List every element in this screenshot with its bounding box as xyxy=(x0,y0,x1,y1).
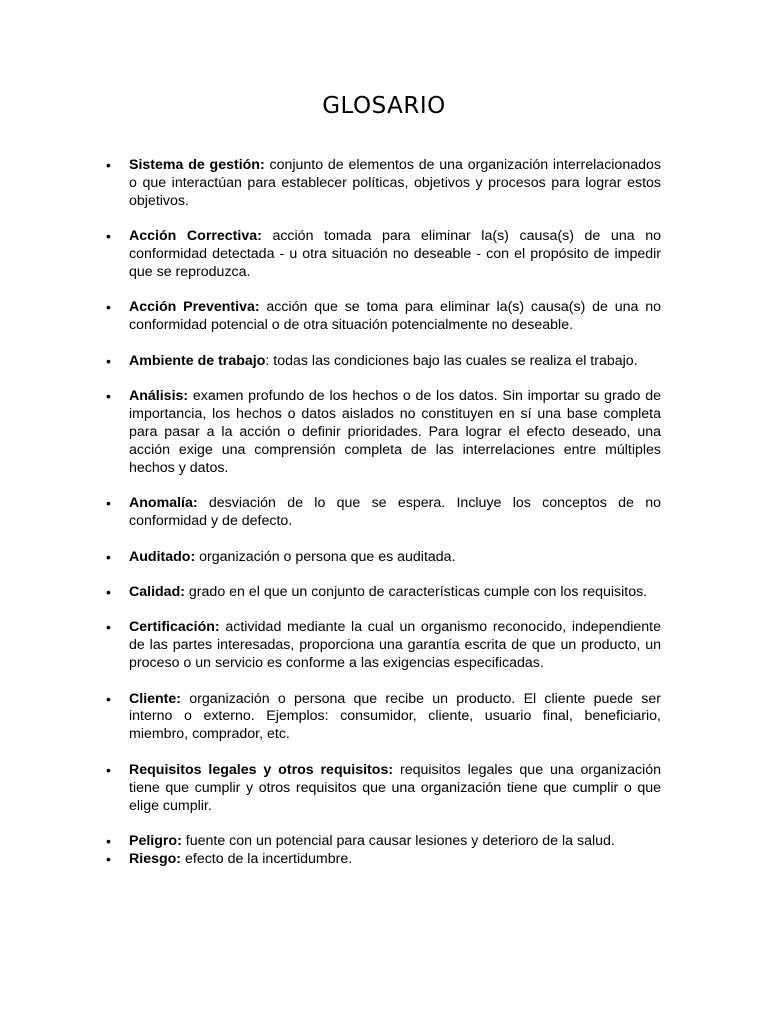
glossary-entry-requisitos-legales xyxy=(106,761,661,816)
bullet-icon: • xyxy=(106,619,111,636)
glossary-term: Peligro: xyxy=(129,832,182,849)
glossary-definition: : todas las condiciones bajo las cuales se realiza el trabajo. xyxy=(265,352,638,369)
bullet-icon: • xyxy=(106,495,111,512)
bullet-icon: • xyxy=(106,299,111,316)
glossary-definition: actividad mediante la cual un organismo reconocido, independiente de las partes interesadas, proporciona una garantía escrita de que un producto, un proceso o un servicio es conforme a las exigencias especificadas. xyxy=(129,619,661,672)
glossary-entry-anomalia xyxy=(106,495,661,531)
glossary-entry-auditado xyxy=(106,548,661,567)
glossary-entry-calidad xyxy=(106,583,661,602)
glossary-term: Requisitos legales y otros requisitos: xyxy=(129,761,394,778)
bullet-icon: • xyxy=(106,690,111,707)
glossary-term: Análisis: xyxy=(129,388,189,405)
glossary-entry-peligro xyxy=(106,832,661,851)
glossary-definition: fuente con un potencial para causar lesiones y deterioro de la salud. xyxy=(185,832,615,849)
glossary-term: Certificación: xyxy=(129,619,220,636)
bullet-icon: • xyxy=(106,761,111,778)
glossary-term: Acción Preventiva: xyxy=(129,299,260,316)
glossary-definition: efecto de la incertidumbre. xyxy=(184,850,353,867)
glossary-definition: examen profundo de los hechos o de los datos. Sin importar su grado de importancia, los hechos o datos aislados no constituyen en sí una base completa para pasar a la acción o definir prioridades. Para lograr el efecto deseado, una acción exige una comprensión completa de las interrelaciones entre múltiples hechos y datos. xyxy=(129,388,661,476)
glossary-term: Sistema de gestión: xyxy=(129,157,265,173)
glossary-term: Riesgo: xyxy=(129,850,182,867)
glossary-entry-accion-correctiva xyxy=(106,228,661,282)
glossary-entry-certificacion xyxy=(106,619,661,673)
glossary-definition: conjunto de elementos de una organización interrelacionados o que interactúan para establecer políticas, objetivos y procesos para lograr estos objetivos. xyxy=(129,157,661,209)
glossary-definition: organización o persona que es auditada. xyxy=(199,548,456,565)
glossary-definition: acción que se toma para eliminar la(s) causa(s) de una no conformidad potencial o de otra situación potencialmente no deseable. xyxy=(129,299,661,334)
bullet-icon: • xyxy=(106,583,111,600)
bullet-icon: • xyxy=(106,157,111,173)
glossary-entry-sistema-de-gestion xyxy=(106,157,661,211)
glossary-term: Auditado: xyxy=(129,548,196,565)
glossary-definition: acción tomada para eliminar la(s) causa(s) de una no conformidad detectada - u otra situación no deseable - con el propósito de impedir que se reproduzca. xyxy=(129,228,661,281)
glossary-term: Acción Correctiva: xyxy=(129,228,262,245)
glossary-term: Calidad: xyxy=(129,583,185,600)
glossary-entry-ambiente-de-trabajo xyxy=(106,352,661,371)
bullet-icon: • xyxy=(106,352,111,369)
page-title: GLOSARIO xyxy=(322,93,446,119)
glossary-term: Cliente: xyxy=(129,690,182,707)
bullet-icon: • xyxy=(106,832,111,849)
glossary-term: Anomalía: xyxy=(129,495,198,512)
bullet-icon: • xyxy=(106,228,111,245)
glossary-entry-riesgo xyxy=(106,850,661,869)
glossary-list xyxy=(106,157,661,869)
glossary-definition: grado en el que un conjunto de características cumple con los requisitos. xyxy=(188,583,648,600)
glossary-entry-cliente xyxy=(106,690,661,745)
bullet-icon: • xyxy=(106,548,111,565)
bullet-icon: • xyxy=(106,388,111,405)
glossary-entry-accion-preventiva xyxy=(106,299,661,335)
bullet-icon: • xyxy=(106,850,111,867)
glossary-definition: desviación de lo que se espera. Incluye los conceptos de no conformidad y de defecto. xyxy=(129,495,661,530)
glossary-entry-analisis xyxy=(106,388,661,478)
glossary-definition: organización o persona que recibe un producto. El cliente puede ser interno o externo. Ejemplos: consumidor, cliente, usuario final, beneficiario, miembro, comprador, etc. xyxy=(129,690,661,743)
glossary-term: Ambiente de trabajo xyxy=(129,352,266,369)
glossary-definition: requisitos legales que una organización tiene que cumplir y otros requisitos que una organización tiene que cumplir o que elige cumplir. xyxy=(129,761,661,814)
